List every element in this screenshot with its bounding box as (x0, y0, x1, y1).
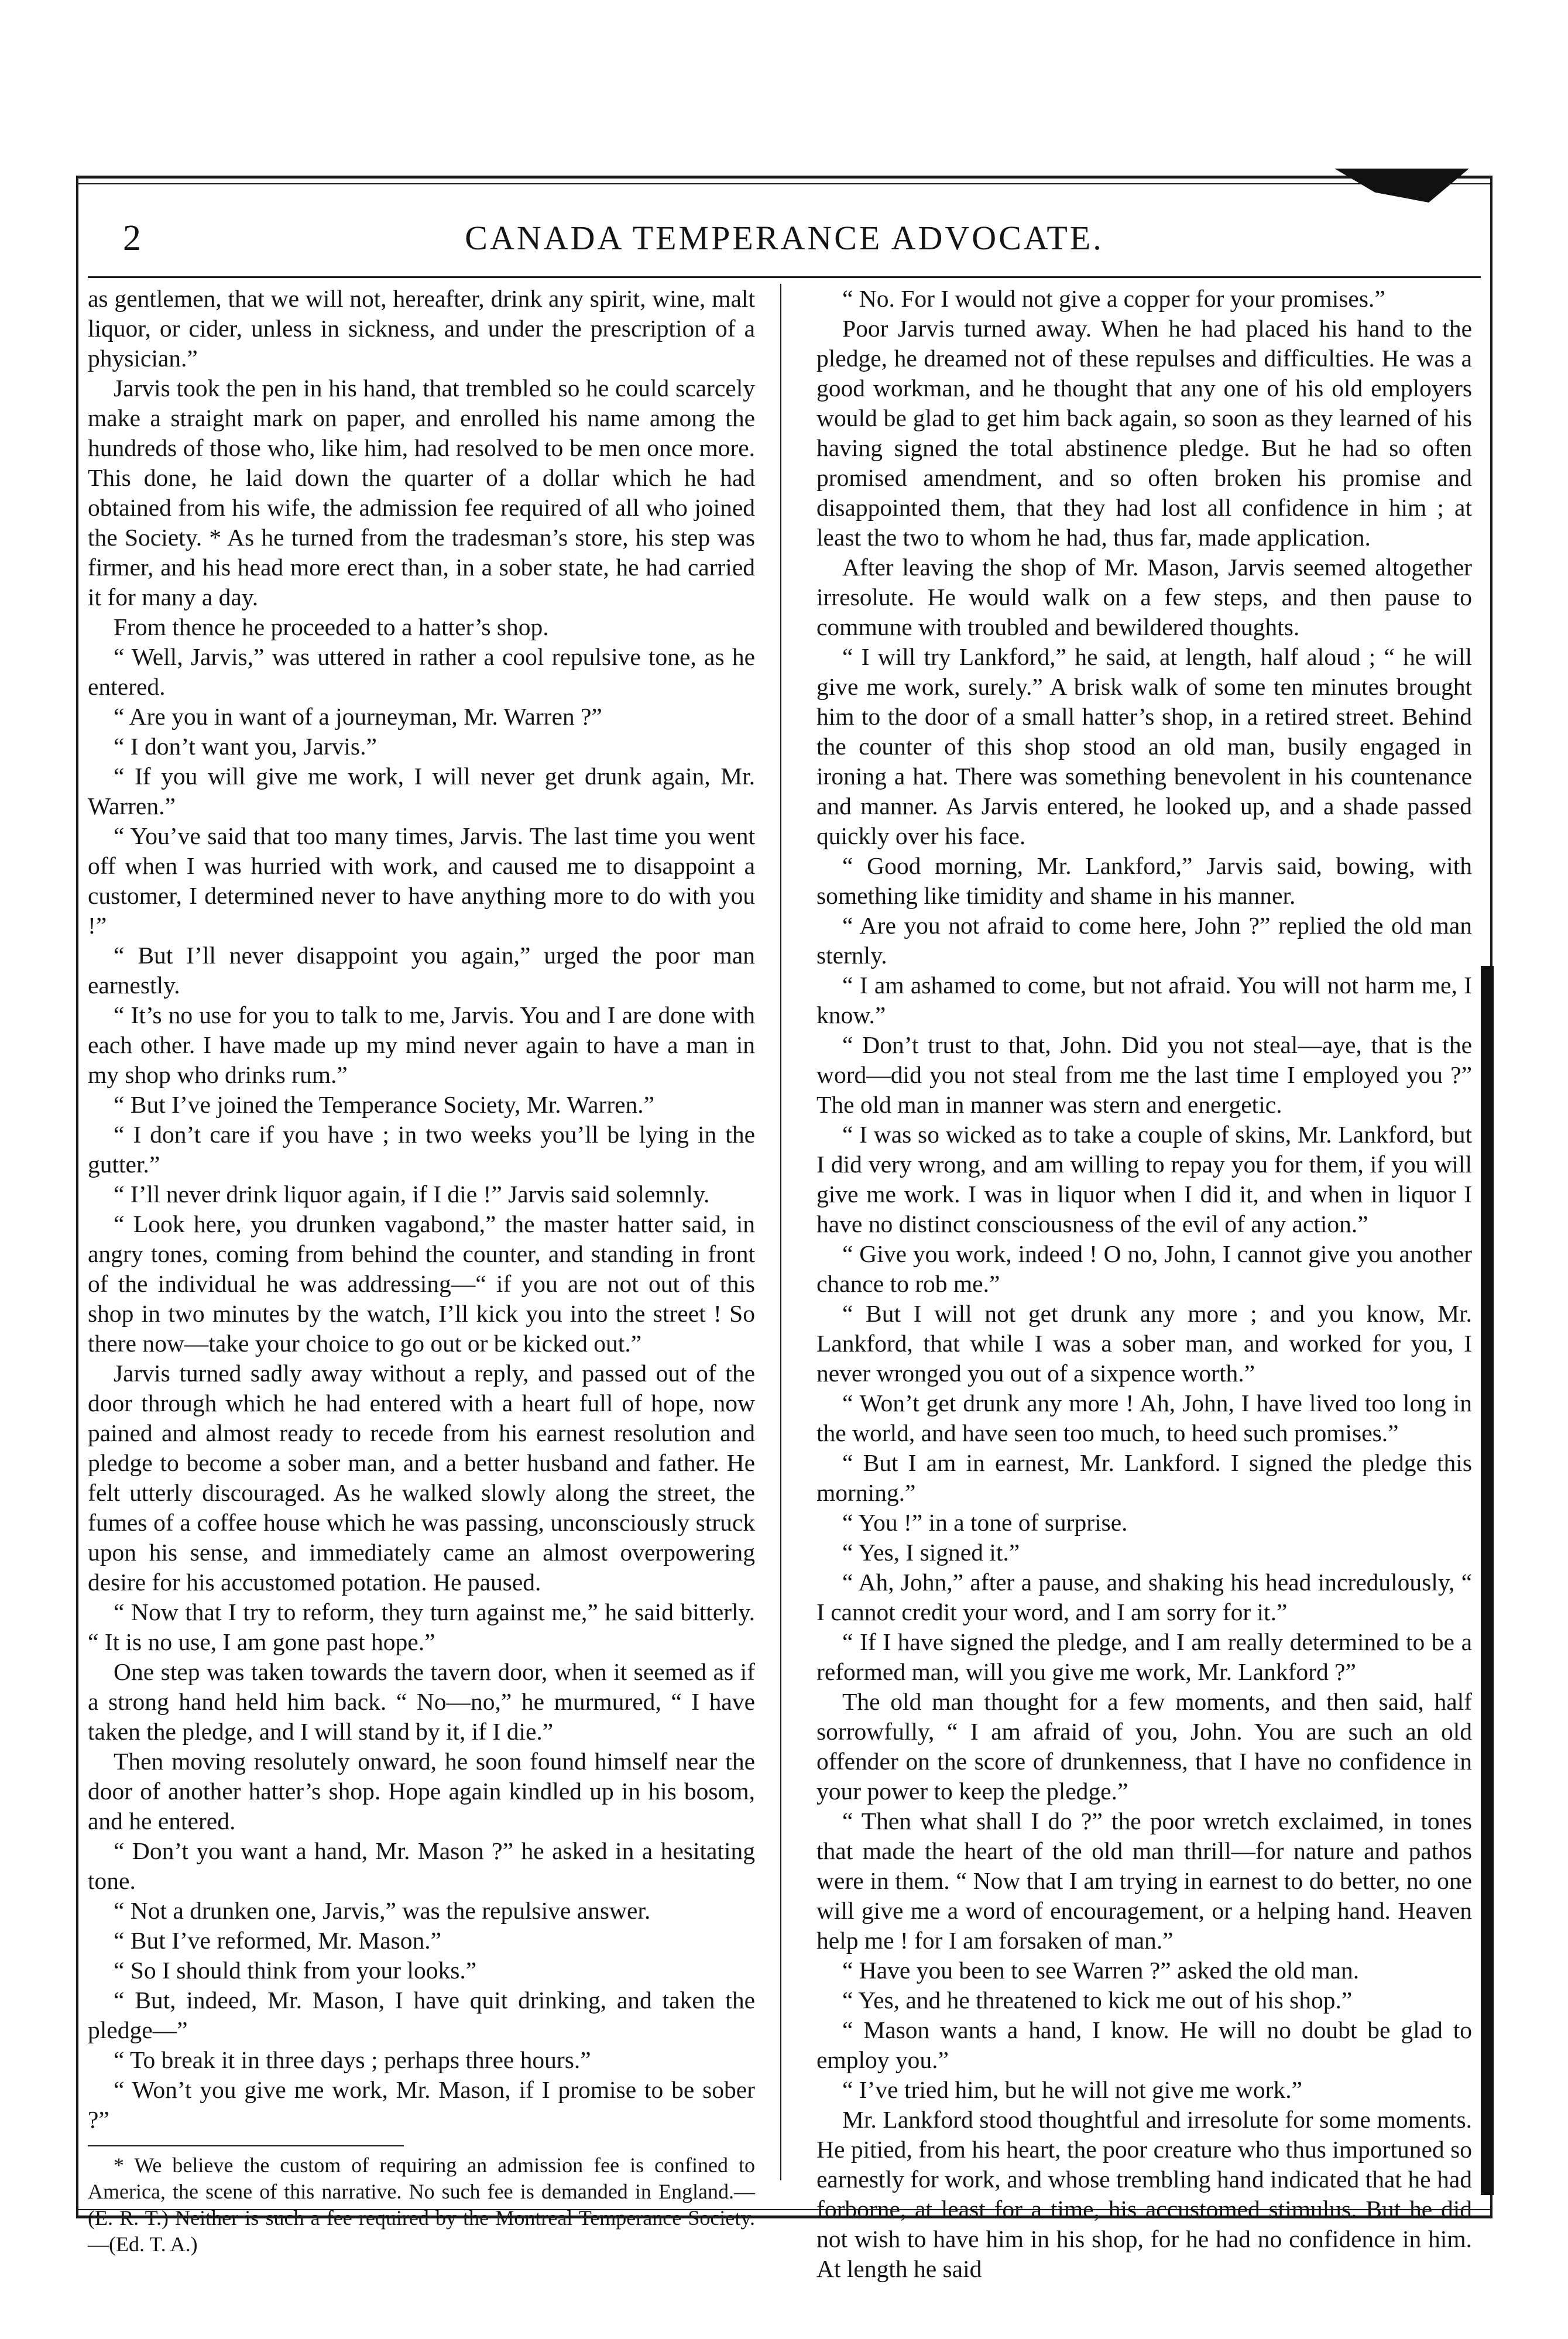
ink-blot-mark (1334, 169, 1469, 203)
paragraph: “ I’ll never drink liquor again, if I die !” Jarvis said solemnly. (114, 1181, 710, 1208)
paragraph: “ I don’t care if you have ; in two weeks you’ll be lying in the gutter.” (88, 1121, 755, 1178)
binding-edge-shadow (1481, 966, 1494, 2195)
paragraph: Then moving resolutely onward, he soon found himself near the door of another hatter’s shop. Hope again kindled up in his bosom, and he entered. (88, 1748, 755, 1834)
paragraph: Mr. Lankford stood thoughtful and irresolute for some moments. He pitied, from his heart, the poor creature who thus importuned so earnestly for work, and whose trembling hand indicated that he had forborne, at least for a time, his accustomed stimulus. But he did not wish to have him in his shop, for he had no confidence in him. At length he said (816, 2106, 1472, 2282)
paragraph: “ Not a drunken one, Jarvis,” was the repulsive answer. (114, 1897, 651, 1924)
paragraph: “ It’s no use for you to talk to me, Jarvis. You and I are done with each other. I have made up my mind never again to have a man in my shop who drinks rum.” (88, 1002, 755, 1088)
top-border-rule (76, 176, 1492, 179)
paragraph: The old man thought for a few moments, and then said, half sorrowfully, “ I am afraid of you, John. You are such an old offender on the score of drunkenness, that I have no confidence in your power to keep the pledge.” (816, 1688, 1472, 1805)
paragraph: “ To break it in three days ; perhaps three hours.” (114, 2046, 591, 2073)
paragraph: “ Are you in want of a journeyman, Mr. Warren ?” (114, 703, 602, 730)
paragraph: “ Now that I try to reform, they turn against me,” he said bitterly. “ It is no use, I am gone past hope.” (88, 1599, 755, 1655)
top-border-rule-inner (76, 183, 1492, 184)
paragraph: “ If I have signed the pledge, and I am really determined to be a reformed man, will you give me work, Mr. Lankford ?” (816, 1628, 1472, 1685)
paragraph: “ I am ashamed to come, but not afraid. You will not harm me, I know.” (816, 972, 1472, 1028)
paragraph: “ Are you not afraid to come here, John ?” replied the old man sternly. (816, 912, 1472, 969)
paragraph: “ Good morning, Mr. Lankford,” Jarvis said, bowing, with something like timidity and shame in his manner. (816, 852, 1472, 909)
footnote-rule (88, 2145, 404, 2146)
running-title: CANADA TEMPERANCE ADVOCATE. (465, 219, 1104, 257)
paragraph: “ But I will not get drunk any more ; and you know, Mr. Lankford, that while I was a sober man, and worked for you, I never wronged you out of a sixpence worth.” (816, 1300, 1472, 1387)
page-number: 2 (123, 218, 141, 258)
paragraph: “ But I’ve reformed, Mr. Mason.” (114, 1927, 442, 1954)
paragraph: as gentlemen, that we will not, hereafter, drink any spirit, wine, malt liquor, or cider, unless in sickness, and under the prescription of a physician.” (88, 285, 755, 372)
paragraph: “ I’ve tried him, but he will not give me work.” (842, 2076, 1302, 2103)
paragraph: “ Won’t you give me work, Mr. Mason, if I promise to be sober ?” (88, 2076, 755, 2133)
paragraph: “ Look here, you drunken vagabond,” the master hatter said, in angry tones, coming from behind the counter, and standing in front of the individual he was addressing—“ if you are not out of this shop in two minutes by the watch, I’ll kick you into the street ! So there now—take your choice to go out or be kicked out.” (88, 1210, 755, 1357)
paragraph: “ But I’ve joined the Temperance Society, Mr. Warren.” (114, 1091, 655, 1118)
paragraph: Jarvis turned sadly away without a reply, and passed out of the door through which he had entered with a heart full of hope, now pained and almost ready to recede from his earnest resolution and pledge to become a sober man, and a better husband and father. He felt utterly discouraged. As he walked slowly along the street, the fumes of a coffee house which he was passing, unconsciously struck upon his sense, and immediately came an almost overpowering desire for his accustomed potation. He paused. (88, 1360, 755, 1596)
paragraph: Jarvis took the pen in his hand, that trembled so he could scarcely make a straight mark on paper, and enrolled his name among the hundreds of those who, like him, had resolved to be men once more. This done, he laid down the quarter of a dollar which he had obtained from his wife, the admission fee required of all who joined the Society. * As he turned from the tradesman’s store, his step was firmer, and his head more erect than, in a sober state, he had carried it for many a day. (88, 375, 755, 611)
paragraph: “ I will try Lankford,” he said, at length, half aloud ; “ he will give me work, surely.” A brisk walk of some ten minutes brought him to the door of a small hatter’s shop, in a retired street. Behind the counter of this shop stood an old man, busily engaged in ironing a hat. There was something benevolent in his countenance and manner. As Jarvis entered, he looked up, and a shade passed quickly over his face. (816, 643, 1472, 849)
paragraph: From thence he proceeded to a hatter’s shop. (114, 613, 549, 640)
header-rule (88, 276, 1481, 278)
paragraph: “ Have you been to see Warren ?” asked the old man. (842, 1957, 1360, 1984)
paragraph: “ But, indeed, Mr. Mason, I have quit drinking, and taken the pledge—” (88, 1987, 755, 2043)
paragraph: “ But I’ll never disappoint you again,” urged the poor man earnestly. (88, 942, 755, 999)
page-header (123, 212, 1446, 265)
paragraph: “ Well, Jarvis,” was uttered in rather a cool repulsive tone, as he entered. (88, 643, 755, 700)
paragraph: “ Ah, John,” after a pause, and shaking his head incredulously, “ I cannot credit your word, and I am sorry for it.” (816, 1569, 1472, 1625)
page-frame (76, 176, 1492, 2282)
paragraph: “ Then what shall I do ?” the poor wretch exclaimed, in tones that made the heart of the old man thrill—for nature and pathos were in them. “ Now that I am trying in earnest to do better, no one will give me a word of encouragement, or a helping hand. Heaven help me ! for I am forsaken of man.” (816, 1808, 1472, 1954)
paragraph: “ Yes, and he threatened to kick me out of his shop.” (842, 1987, 1353, 2014)
paragraph: “ So I should think from your looks.” (114, 1957, 477, 1984)
column-divider (780, 284, 781, 2180)
paragraph: “ Mason wants a hand, I know. He will no doubt be glad to employ you.” (816, 2016, 1472, 2073)
left-border-rule (76, 176, 78, 2218)
paragraph: “ No. For I would not give a copper for your promises.” (842, 285, 1385, 312)
paragraph: “ You !” in a tone of surprise. (842, 1509, 1128, 1536)
paragraph: Poor Jarvis turned away. When he had placed his hand to the pledge, he dreamed not of these repulses and difficulties. He was a good workman, and he thought that any one of his old employers would be glad to get him back again, so soon as they learned of his having signed the total abstinence pledge. But he had so often promised amendment, and so often broken his promise and disappointed them, that they had lost all confidence in him ; at least the two to whom he had, thus far, made application. (816, 315, 1472, 551)
left-column (88, 284, 755, 2256)
paragraph: “ You’ve said that too many times, Jarvis. The last time you went off when I was hurried with work, and caused me to disappoint a customer, I determined never to have anything more to do with you !” (88, 822, 755, 939)
footnote: * We believe the custom of requiring an admission fee is confined to America, the scene of this narrative. No such fee is demanded in England.—(E. R. T.) Neither is such a fee required by the Montreal Temperance Society.—(Ed. T. A.) (88, 2153, 755, 2256)
paragraph: “ But I am in earnest, Mr. Lankford. I signed the pledge this morning.” (816, 1449, 1472, 1506)
paragraph: “ I don’t want you, Jarvis.” (114, 733, 377, 760)
paragraph: “ Give you work, indeed ! O no, John, I cannot give you another chance to rob me.” (816, 1240, 1472, 1297)
paragraph: One step was taken towards the tavern door, when it seemed as if a strong hand held him back. “ No—no,” he murmured, “ I have taken the pledge, and I will stand by it, if I die.” (88, 1658, 755, 1745)
paragraph: After leaving the shop of Mr. Mason, Jarvis seemed altogether irresolute. He would walk on a few steps, and then pause to commune with troubled and bewildered thoughts. (816, 554, 1472, 640)
right-column (816, 284, 1472, 2282)
paragraph: “ If you will give me work, I will never get drunk again, Mr. Warren.” (88, 763, 755, 819)
paragraph: “ Don’t you want a hand, Mr. Mason ?” he asked in a hesitating tone. (88, 1837, 755, 1894)
paragraph: “ Don’t trust to that, John. Did you not steal—aye, that is the word—did you not steal from me the last time I employed you ?” The old man in manner was stern and energetic. (816, 1031, 1472, 1118)
paragraph: “ Won’t get drunk any more ! Ah, John, I have lived too long in the world, and have seen too much, to heed such promises.” (816, 1390, 1472, 1446)
paragraph: “ I was so wicked as to take a couple of skins, Mr. Lankford, but I did very wrong, and am willing to repay you for them, if you will give me work. I was in liquor when I did it, and when in liquor I have no distinct consciousness of the evil of any action.” (816, 1121, 1472, 1237)
paragraph: “ Yes, I signed it.” (842, 1539, 1020, 1566)
